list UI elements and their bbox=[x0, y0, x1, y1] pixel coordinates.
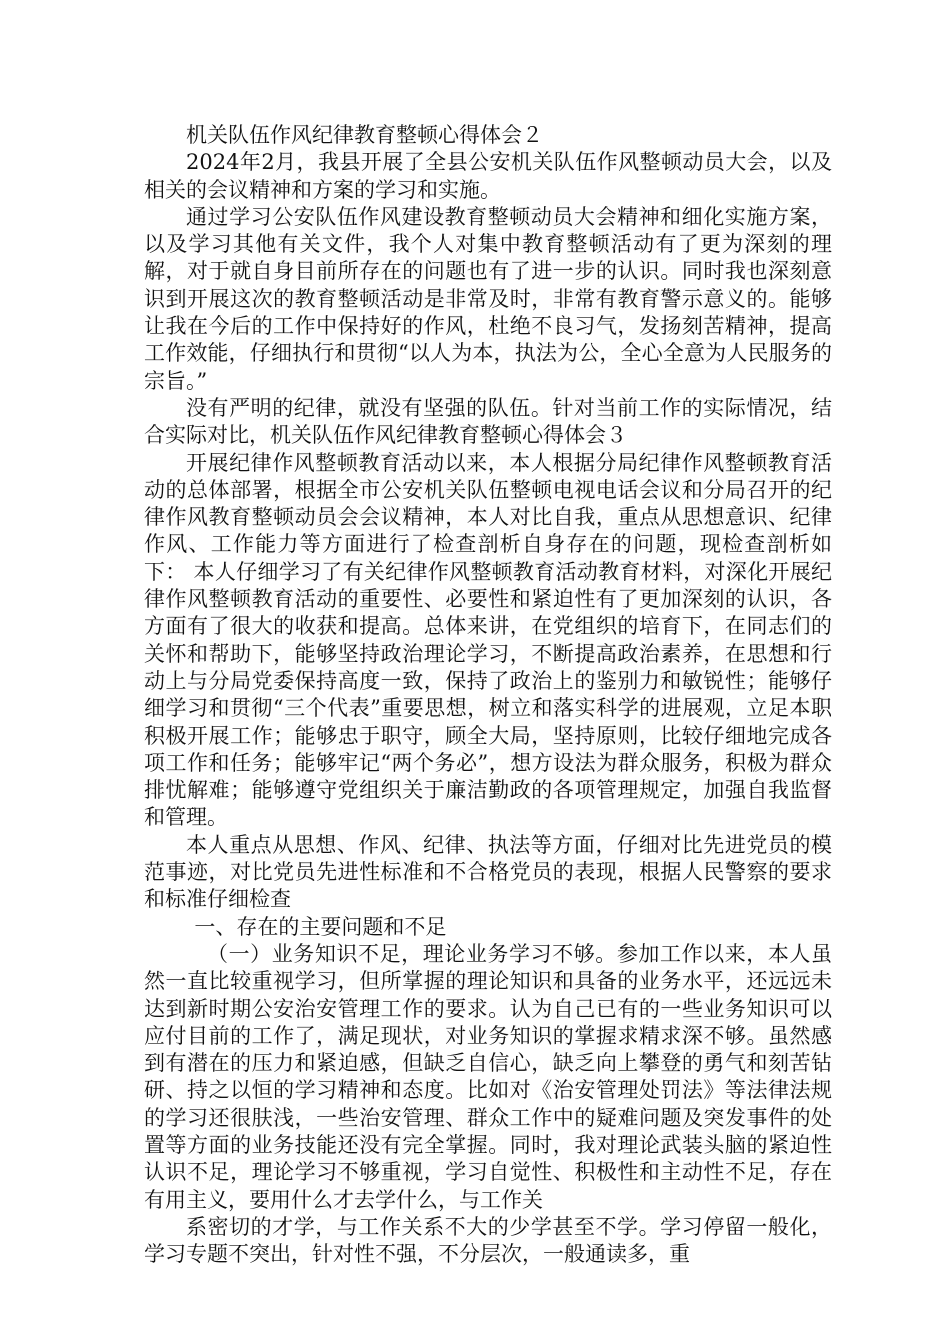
document-title: 机关队伍作风纪律教育整顿心得体会２ bbox=[186, 123, 543, 147]
paragraph-5: 本人重点从思想、作风、纪律、执法等方面，仔细对比先进党员的模范事迹，对比党员先进性标准和不合格党员的表现，根据人民警察的要求和标准仔细检查 bbox=[144, 832, 832, 912]
subsection-paragraph: （一）业务知识不足，理论业务学习不够。参加工作以来，本人虽然一直比较重视学习，但所掌握的理论知识和具备的业务水平，还远远未达到新时期公安治安管理工作的要求。认为自己已有的一些业务知识可以应付目前的工作了，满足现状，对业务知识的掌握求精求深不够。虽然感到有潜在的压力和紧迫感，但缺乏自信心，缺乏向上攀登的勇气和刻苦钻研、持之以恒的学习精神和态度。比如对《治安管理处罚法》等法律法规的学习还很肤浅，一些治安管理、群众工作中的疑难问题及突发事件的处置等方面的业务技能还没有完全掌握。同时，我对理论武装头脑的紧迫性认识不足，理论学习不够重视，学习自觉性、积极性和主动性不足，存在有用主义，要用什么才去学什么，与工作关 bbox=[144, 941, 832, 1212]
document-body bbox=[144, 122, 832, 1268]
paragraph-1: 2024年2月，我县开展了全县公安机关队伍作风整顿动员大会，以及相关的会议精神和方案的学习和实施。 bbox=[144, 150, 832, 202]
section-heading: 一、存在的主要问题和不足 bbox=[194, 914, 447, 939]
paragraph-3: 没有严明的纪律，就没有坚强的队伍。针对当前工作的实际情况，结合实际对比，机关队伍作风纪律教育整顿心得体会３ bbox=[144, 395, 832, 448]
paragraph-4: 开展纪律作风整顿教育活动以来，本人根据分局纪律作风整顿教育活动的总体部署，根据全市公安机关队伍整顿电视电话会议和分局召开的纪律作风教育整顿动员会会议精神，本人对比自我，重点从思想意识、纪律作风、工作能力等方面进行了检查剖析自身存在的问题，现检查剖析如下： 本人仔细学习了有关纪律作风整顿教育活动教育材料，对深化开展纪律作风整顿教育活动的重要性、必要性和紧迫性有了更加深刻的认识，各方面有了很大的收获和提高。总体来讲，在党组织的培育下，在同志们的关怀和帮助下，能够坚持政治理论学习，不断提高政治素养，在思想和行动上与分局党委保持高度一致，保持了政治上的鉴别力和敏锐性；能够仔细学习和贯彻“三个代表”重要思想，树立和落实科学的进展观，立足本职积极开展工作；能够忠于职守，顾全大局，坚持原则，比较仔细地完成各项工作和任务；能够牢记“两个务必”，想方设法为群众服务，积极为群众排忧解难；能够遵守党组织关于廉洁勤政的各项管理规定，加强自我监督和管理。 bbox=[144, 450, 832, 830]
paragraph-2: 通过学习公安队伍作风建设教育整顿动员大会精神和细化实施方案，以及学习其他有关文件，我个人对集中教育整顿活动有了更为深刻的理解，对于就自身目前所存在的问题也有了进一步的认识。同时我也深刻意识到开展这次的教育整顿活动是非常及时，非常有教育警示意义的。能够让我在今后的工作中保持好的作风，杜绝不良习气，发扬刻苦精神，提高工作效能，仔细执行和贯彻“以人为本，执法为公，全心全意为人民服务的宗旨。” bbox=[144, 204, 832, 393]
closing-paragraph: 系密切的才学，与工作关系不大的少学甚至不学。学习停留一般化，学习专题不突出，针对性不强，不分层次，一般通读多，重 bbox=[144, 1214, 832, 1267]
